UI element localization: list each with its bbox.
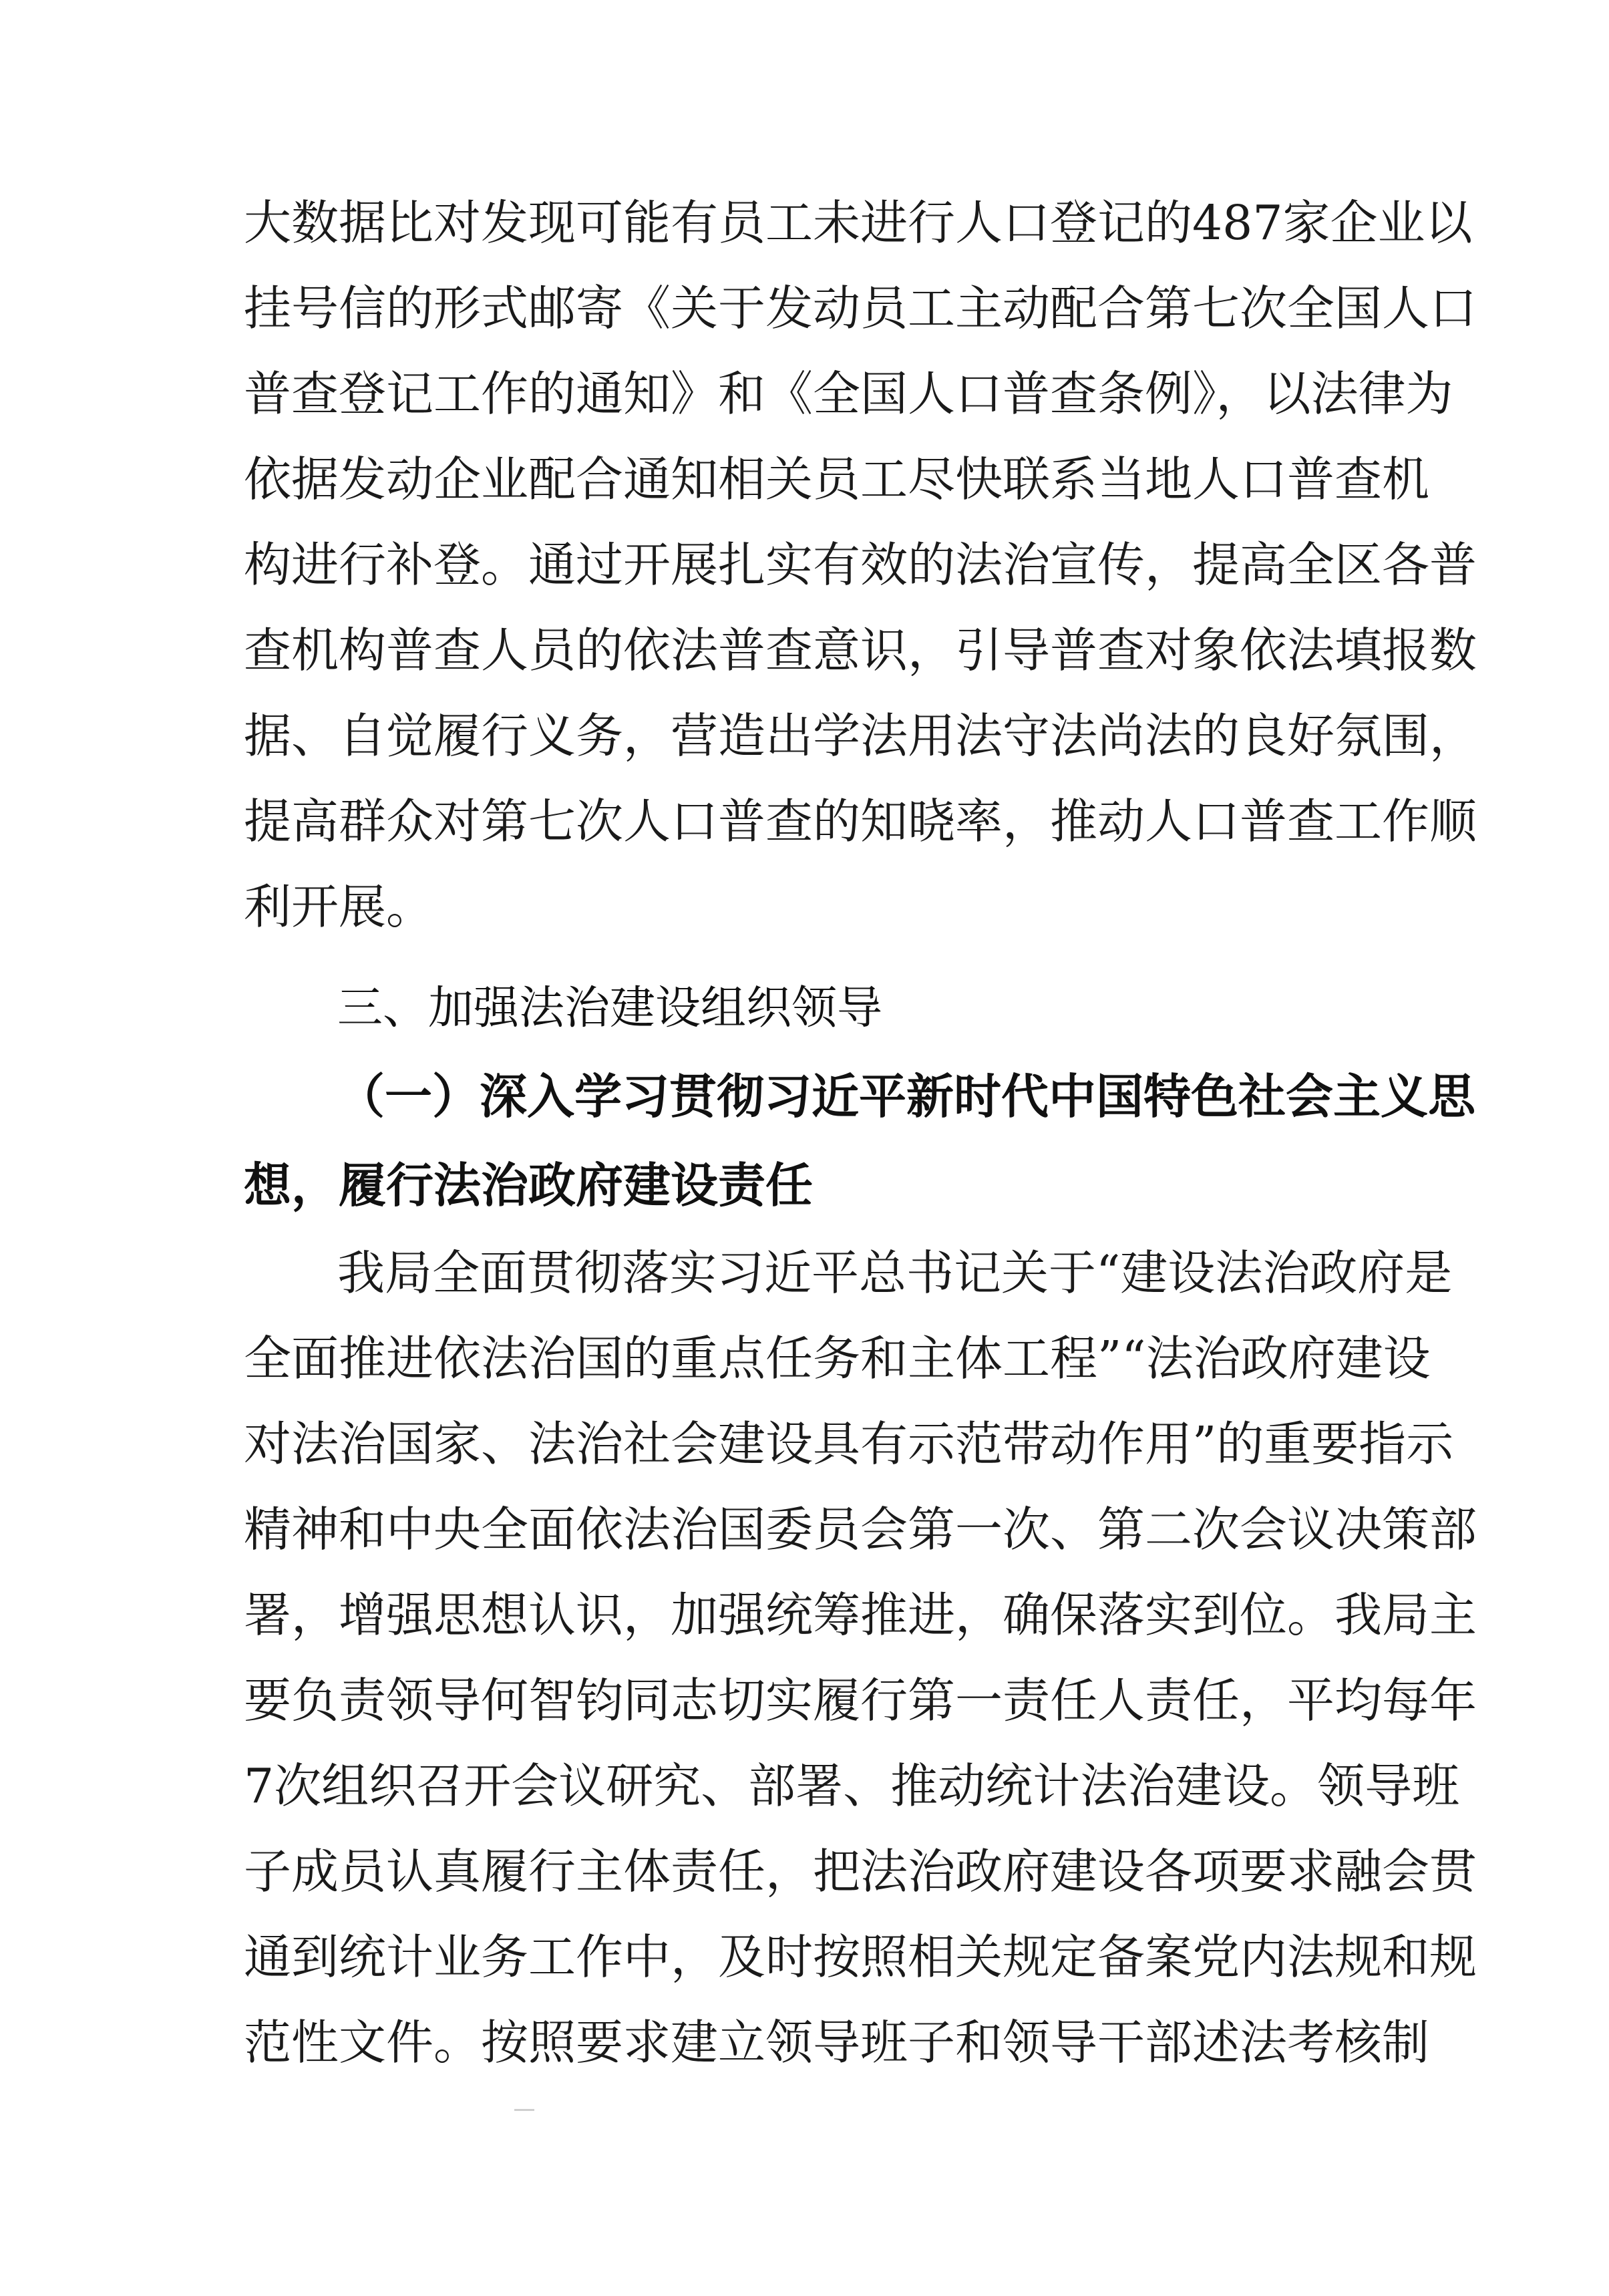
paragraph1-line-6: 查机构普查人员的依法普查意识，引导普查对象依法填报数 <box>244 623 1477 678</box>
paragraph2-line-9: 通到统计业务工作中，及时按照相关规定备案党内法规和规 <box>244 1929 1477 1985</box>
paragraph1-line-5: 构进行补登。通过开展扎实有效的法治宣传，提高全区各普 <box>244 537 1477 593</box>
paragraph1-line-3: 普查登记工作的通知》和《全国人口普查条例》，以法律为 <box>244 366 1453 422</box>
subsection-heading-line-1: （一）深入学习贯彻习近平新时代中国特色社会主义思 <box>337 1068 1476 1124</box>
paragraph2-line-6: 要负责领导何智钧同志切实履行第一责任人责任，平均每年 <box>244 1673 1477 1728</box>
paragraph1-line-1: 大数据比对发现可能有员工未进行人口登记的487家企业以 <box>244 195 1473 251</box>
paragraph2-line-2: 全面推进依法治国的重点任务和主体工程”“法治政府建设 <box>244 1331 1431 1386</box>
paragraph2-line-1: 我局全面贯彻落实习近平总书记关于“建设法治政府是 <box>337 1245 1453 1301</box>
paragraph2-line-3: 对法治国家、法治社会建设具有示范带动作用”的重要指示 <box>244 1416 1454 1472</box>
paragraph2-line-5: 署，增强思想认识，加强统筹推进，确保落实到位。我局主 <box>244 1587 1477 1643</box>
paragraph1-line-4: 依据发动企业配合通知相关员工尽快联系当地人口普查机 <box>244 452 1430 507</box>
paragraph1-line-2: 挂号信的形式邮寄《关于发动员工主动配合第七次全国人口 <box>244 281 1477 336</box>
paragraph2-line-4: 精神和中央全面依法治国委员会第一次、第二次会议决策部 <box>244 1502 1477 1557</box>
paragraph1-line-9: 利开展。 <box>244 879 434 935</box>
paragraph1-line-7: 据、自觉履行义务，营造出学法用法守法尚法的良好氛围， <box>244 708 1477 764</box>
subsection-heading-line-2: 想，履行法治政府建设责任 <box>244 1157 814 1213</box>
paragraph1-line-8: 提高群众对第七次人口普查的知晓率，推动人口普查工作顺 <box>244 794 1477 849</box>
paragraph2-line-7: 7次组织召开会议研究、部署、推动统计法治建设。领导班 <box>244 1758 1460 1814</box>
paragraph2-line-8: 子成员认真履行主体责任，把法治政府建设各项要求融会贯 <box>244 1844 1477 1899</box>
section-heading-3: 三、加强法治建设组织领导 <box>337 982 883 1035</box>
scan-artifact <box>514 2109 534 2111</box>
paragraph2-line-10: 范性文件。按照要求建立领导班子和领导干部述法考核制 <box>244 2015 1430 2070</box>
